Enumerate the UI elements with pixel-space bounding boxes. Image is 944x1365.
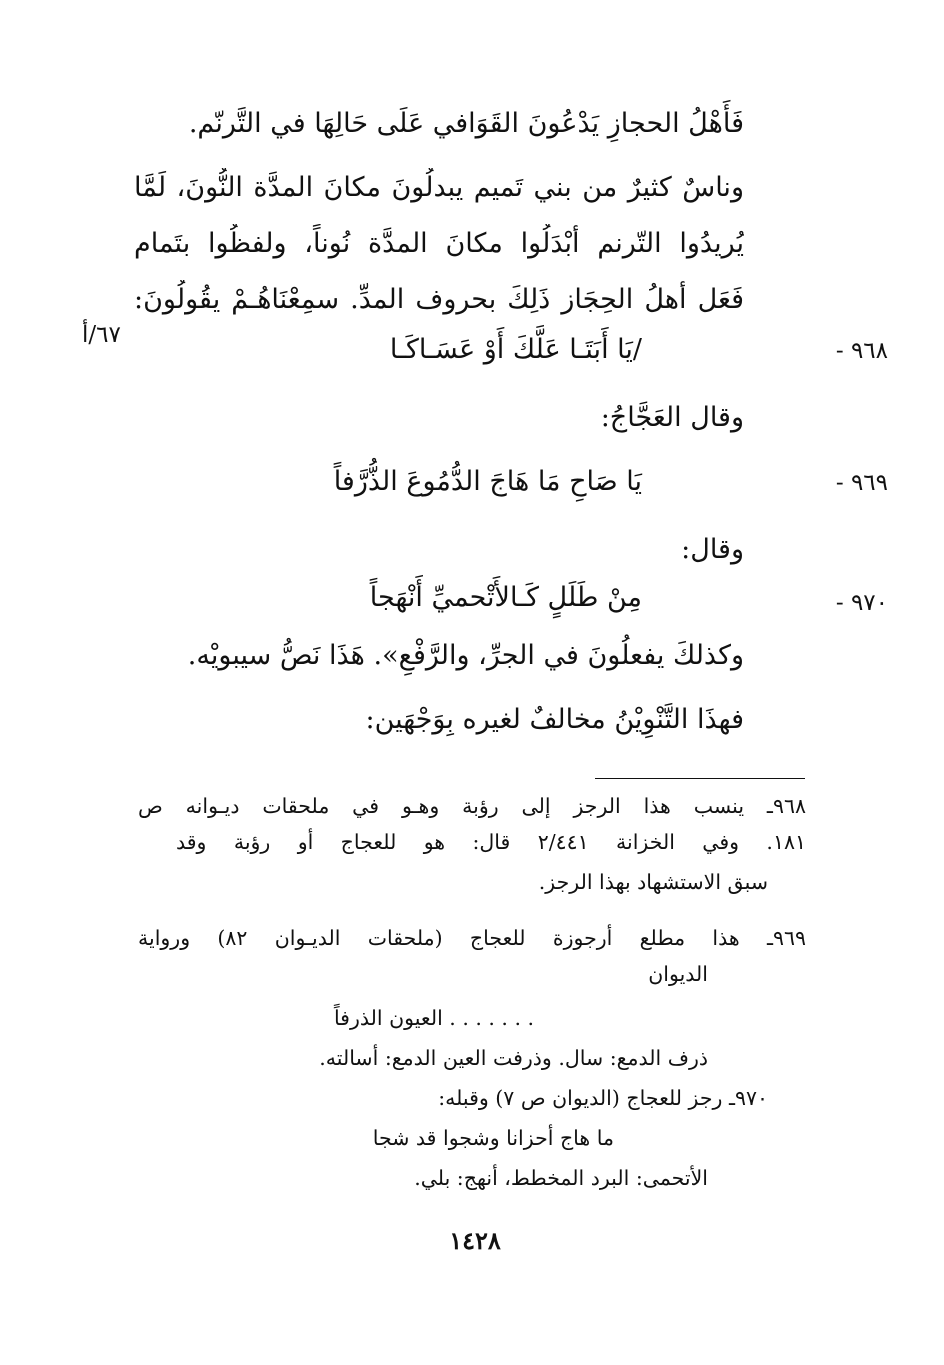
margin-folio-reference: ٦٧/أ <box>82 322 121 348</box>
footnote-969-line-3: . . . . . . . العيون الذرفاً <box>333 1006 534 1030</box>
body-line-3: يُريدُوا التّرنم أَبْدَلُوا مكانَ المدَّة نُوناً، ولفظُوا بتَمام <box>134 228 744 259</box>
footnote-969-line-1: ٩٦٩ـ هذا مطلع أرجوزة للعجاج (ملحقات الديـوان ٨٢) ورواية <box>138 926 806 950</box>
footnote-968-line-1: ٩٦٨ـ ينسب هذا الرجز إلى رؤبة وهـو في ملحقات ديـوانه ص <box>138 794 806 818</box>
body-line-8: فهذَا التَّنْوِيْنُ مخالفٌ لغيره بِوَجْهَين: <box>365 704 744 735</box>
footnote-969-line-2: الديوان <box>648 962 708 986</box>
footnote-970-line-2: ما هاج أحزانا وشجوا قد شجا <box>372 1126 614 1150</box>
body-line-4: فَعَل أهلُ الحِجَاز ذَلِكَ بحروف المدِّ. سمِعْنَاهُـمْ يقُولُونَ: <box>134 284 744 315</box>
body-line-2: وناسٌ كثيرٌ من بني تَميم يبدلُونَ مكانَ المدَّة النُّونَ، لَمَّا <box>134 172 744 203</box>
body-line-6: وقال: <box>681 534 744 565</box>
footnote-separator <box>595 778 805 779</box>
verse-969: يَا صَاحِ مَا هَاجَ الدُّمُوعَ الذُّرَّفاً <box>333 466 642 497</box>
body-line-1: فَأَهْلُ الحجازِ يَدْعُونَ القَوَافي عَلَى حَالِهَا في التَّرنّم. <box>188 108 744 139</box>
footnote-969-line-4: ذرف الدمع: سال. وذرفت العين الدمع: أسالته. <box>319 1046 708 1070</box>
footnote-968-line-2: ١٨١. وفي الخزانة ٢/٤٤١ قال: هو للعجاج أو رؤبة وقد <box>176 830 806 854</box>
body-line-7: وكذلكَ يفعلُونَ في الجرِّ، والرَّفْعِ». هَذَا نَصُّ سيبويْه. <box>187 640 744 671</box>
verse-number-969: ٩٦٩ - <box>835 470 888 496</box>
verse-number-968: ٩٦٨ - <box>835 338 888 364</box>
verse-968: /يَا أَبَتَـا عَلَّكَ أَوْ عَسَـاكَـا <box>389 334 642 365</box>
verse-970: مِنْ طَلَلٍ كَـالأَتْحميِّ أَنْهَجاً <box>369 582 642 613</box>
verse-number-970: ٩٧٠ - <box>835 590 888 616</box>
footnote-970-line-1: ٩٧٠ـ رجز للعجاج (الديوان ص ٧) وقبله: <box>438 1086 768 1110</box>
body-line-5: وقال العَجَّاجُ: <box>600 402 744 433</box>
footnote-970-line-3: الأتحمى: البرد المخطط، أنهج: بلي. <box>414 1166 708 1190</box>
page-number: ١٤٢٨ <box>449 1226 501 1255</box>
footnote-968-line-3: سبق الاستشهاد بهذا الرجز. <box>538 870 768 894</box>
